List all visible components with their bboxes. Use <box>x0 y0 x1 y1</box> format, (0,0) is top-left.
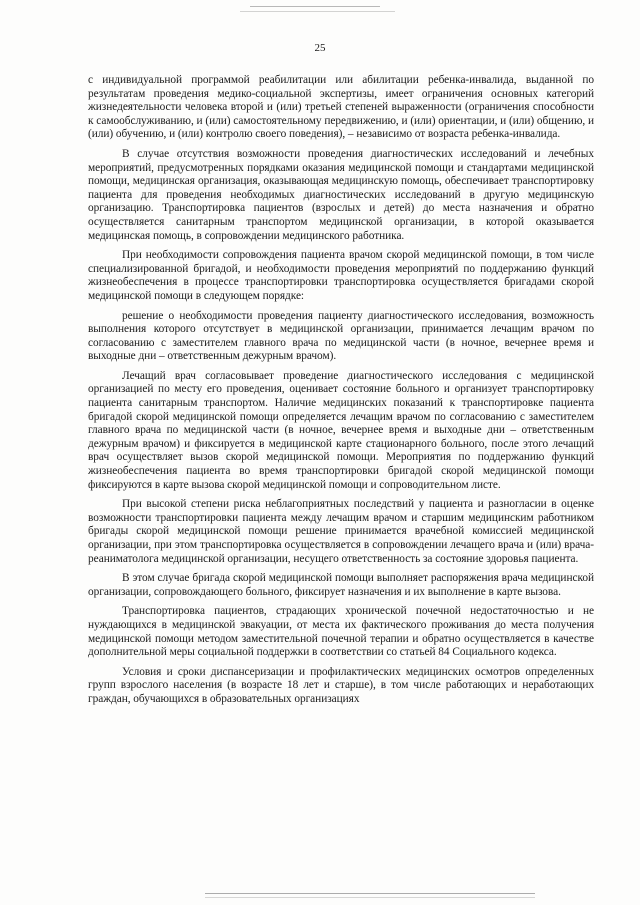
scan-artifact-top-2 <box>240 11 395 12</box>
paragraph-decision: решение о необходимости проведения пациенту диагностического исследования, возможность выполнения которого отсутствует в медицинской организации, принимается лечащим врачом по согласованию с заместителем главного врача по медицинской части (в ночное, вечернее время и выходные дни – ответственным дежурным врачом). <box>88 309 594 363</box>
page-number: 25 <box>314 42 326 54</box>
paragraph-reabilitation: с индивидуальной программой реабилитации или абилитации ребенка-инвалида, выданной по результатам проведения медико-социальной экспертизы, имеет ограничения основных категорий жизнедеятельности человека второй и (или) третьей степеней выраженности (ограничения способности к самообслуживанию, и (или) самостоятельному передвижению, и (или) ориентации, и (или) общению, и (или) обучению, и (или) контролю своего поведения), – независимо от возраста ребенка-инвалида. <box>88 74 594 141</box>
paragraph-dispensary: Условия и сроки диспансеризации и профилактических медицинских осмотров определенных групп взрослого населения (в возрасте 18 лет и старше), в том числе работающих и неработающих граждан, обучающихся в образовательных организациях <box>88 665 594 705</box>
paragraph-ambulance-escort: При необходимости сопровождения пациента врачом скорой медицинской помощи, в том числе специализированной бригадой, и необходимости проведения мероприятий по поддержанию функций жизнеобеспечения в процессе транспортировки транспортировка осуществляется бригадами скорой медицинской помощи в следующем порядке: <box>88 249 594 302</box>
paragraph-high-risk: При высокой степени риска неблагоприятных последствий у пациента и разногласии в оценке возможности транспортировки пациента между лечащим врачом и старшим медицинским работником бригады скорой медицинской помощи решение принимается врачебной комиссией медицинской организации, при этом транспортировка осуществляется в сопровождении лечащего врача и (или) врача-реаниматолога медицинской организации, несущего ответственность за состояние здоровья пациента. <box>88 498 594 565</box>
scan-artifact-bottom-2 <box>205 897 535 898</box>
paragraph-transport-diagnostics: В случае отсутствия возможности проведения диагностических исследований и лечебных мероприятий, предусмотренных порядками оказания медицинской помощи и стандартами медицинской помощи, медицинская организация, оказывающая медицинскую помощь, обеспечивает транспортировку пациента для проведения необходимых диагностических исследований в другую медицинскую организацию. Транспортировка пациентов (взрослых и детей) до места назначения и обратно осуществляется санитарным транспортом медицинской организации, в которой оказывается медицинская помощь, в сопровождении медицинского работника. <box>88 147 594 242</box>
paragraph-brigade-orders: В этом случае бригада скорой медицинской помощи выполняет распоряжения врача медицинской организации, сопровождающего больного, фиксирует назначения и их выполнение в карте вызова. <box>88 572 594 598</box>
paragraph-renal-failure: Транспортировка пациентов, страдающих хронической почечной недостаточностью и не нуждающихся в медицинской эвакуации, от места их фактического проживания до места получения медицинской помощи методом заместительной почечной терапии и обратно осуществляется в качестве дополнительной меры социальной поддержки в соответствии со статьей 84 Социального кодекса. <box>88 605 594 659</box>
scan-artifact-top <box>250 6 380 7</box>
scan-artifact-bottom <box>205 893 535 894</box>
paragraph-attending-physician: Лечащий врач согласовывает проведение диагностического исследования с медицинской организацией по месту его проведения, оценивает состояние больного и организует транспортировку пациента санитарным транспортом. Наличие медицинских показаний к транспортировке пациента бригадой скорой медицинской помощи определяется лечащим врачом по согласованию с заместителем главного врача по медицинской части (в ночное, вечернее время и выходные дни – ответственным дежурным врачом) и фиксируется в медицинской карте стационарного больного, после этого лечащий врач осуществляет вызов скорой медицинской помощи. Мероприятия по поддержанию функций жизнеобеспечения пациента во время транспортировки бригадой скорой медицинской помощи фиксируются в карте вызова скорой медицинской помощи и сопроводительном листе. <box>88 369 594 491</box>
document-body <box>88 74 594 713</box>
